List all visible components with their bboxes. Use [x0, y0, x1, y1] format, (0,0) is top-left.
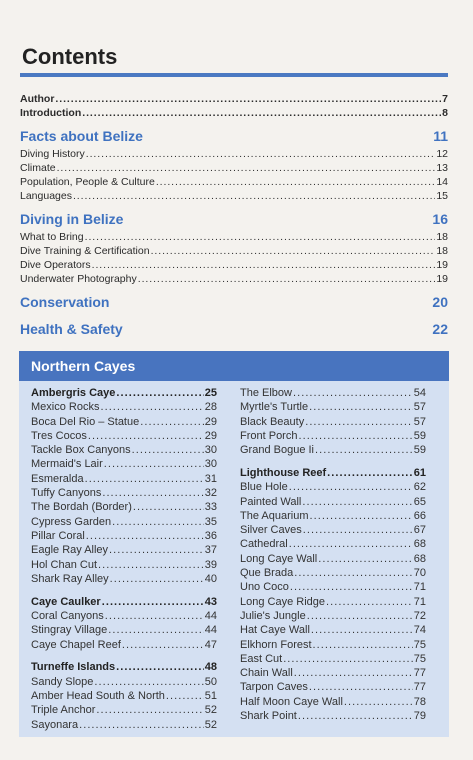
- dive-site-entry[interactable]: [31, 559, 217, 573]
- entry-label: Boca Del Rio – Statue: [31, 415, 140, 428]
- dive-site-entry[interactable]: [31, 501, 217, 515]
- entry-page: 59: [413, 429, 426, 442]
- dive-site-entry[interactable]: [31, 473, 217, 487]
- entry-page: 33: [204, 501, 217, 514]
- leader-dots: [289, 538, 413, 550]
- entry-label: Turneffe Islands: [31, 661, 116, 674]
- leader-dots: [283, 653, 413, 665]
- entry-label: Cypress Garden: [31, 515, 112, 528]
- entry-label: Amber Head South & North: [31, 689, 165, 702]
- leader-dots: [122, 639, 204, 651]
- leader-dots: [305, 416, 413, 428]
- entry-label: Half Moon Caye Wall: [240, 695, 343, 708]
- entry-label: The Aquarium: [240, 509, 309, 522]
- page-title: Contents: [22, 44, 118, 69]
- entry-page: 25: [204, 387, 217, 399]
- dive-site-entry[interactable]: [31, 487, 217, 501]
- leader-dots: [313, 639, 413, 651]
- entry-label: Introduction: [20, 107, 82, 119]
- entry-label: The Elbow: [240, 387, 292, 399]
- entry-page: 52: [204, 704, 217, 717]
- entry-page: 79: [413, 710, 426, 723]
- section-facts: [20, 128, 448, 204]
- dive-site-entry[interactable]: [31, 401, 217, 415]
- dive-site-entry[interactable]: [240, 430, 426, 444]
- leader-dots: [94, 676, 203, 688]
- toc-entry[interactable]: Dive Operators . . . 19: [20, 259, 448, 273]
- leader-dots: [133, 501, 204, 513]
- leader-dots: [98, 559, 204, 571]
- entry-label: Eagle Ray Alley: [31, 544, 109, 557]
- leader-dots: [110, 573, 204, 585]
- leader-dots: [318, 553, 413, 565]
- leader-dots: [309, 401, 413, 413]
- entry-label: Caye Caulker: [31, 595, 101, 608]
- entry-label: Tackle Box Canyons: [31, 444, 131, 457]
- leader-dots: [326, 596, 413, 608]
- leader-dots: [116, 387, 203, 399]
- entry-label: Sayonara: [31, 718, 79, 731]
- dive-site-entry[interactable]: [240, 496, 426, 510]
- section-heading[interactable]: Health & Safety 22: [20, 321, 448, 337]
- entry-label: Mermaid's Lair: [31, 458, 103, 471]
- left-column: [31, 387, 217, 733]
- leader-dots: [116, 661, 204, 673]
- dive-site-entry[interactable]: [31, 704, 217, 718]
- leader-dots: [79, 719, 204, 731]
- entry-page: 39: [204, 558, 217, 571]
- entry-page: 36: [204, 529, 217, 542]
- toc-entry-introduction[interactable]: [20, 107, 448, 121]
- entry-page: 61: [413, 466, 426, 479]
- dive-site-entry[interactable]: [240, 510, 426, 524]
- leader-dots: [105, 610, 204, 622]
- spacer: [31, 653, 217, 662]
- dive-site-entry[interactable]: [31, 690, 217, 704]
- section-conservation: [20, 294, 448, 314]
- dive-site-entry[interactable]: [240, 596, 426, 610]
- dive-site-entry[interactable]: [31, 444, 217, 458]
- region-box: [19, 351, 449, 737]
- entry-label: Hat Caye Wall: [240, 624, 310, 637]
- leader-dots: [315, 444, 413, 456]
- entry-label: Cathedral: [240, 538, 288, 551]
- entry-label: Tuffy Canyons: [31, 487, 102, 500]
- leader-dots: [166, 690, 204, 702]
- region-title: Northern Cayes: [19, 351, 449, 381]
- entry-label: Ambergris Caye: [31, 387, 116, 399]
- entry-label: Julie's Jungle: [240, 609, 306, 622]
- entry-label: The Bordah (Border): [31, 501, 132, 514]
- entry-label: Triple Anchor: [31, 704, 96, 717]
- section-heading[interactable]: Facts about Belize 11: [20, 128, 448, 144]
- dive-site-entry[interactable]: [31, 719, 217, 733]
- entry-label: Grand Bogue Ii: [240, 444, 314, 457]
- dive-site-entry[interactable]: [31, 416, 217, 430]
- entry-page: 31: [204, 472, 217, 485]
- dive-site-entry[interactable]: [31, 530, 217, 544]
- right-column: [240, 387, 426, 724]
- entry-label: Tres Cocos: [31, 429, 87, 442]
- entry-label: Author: [20, 93, 55, 105]
- spacer: [240, 458, 426, 467]
- entry-label: Uno Coco: [240, 581, 289, 594]
- entry-label: Long Caye Ridge: [240, 595, 326, 608]
- dive-site-entry[interactable]: [240, 401, 426, 415]
- dive-site-entry[interactable]: [31, 573, 217, 587]
- entry-label: Painted Wall: [240, 495, 302, 508]
- entry-label: Tarpon Caves: [240, 681, 308, 694]
- leader-dots: [85, 473, 204, 485]
- entry-page: 71: [413, 595, 426, 608]
- entry-page: 48: [204, 661, 217, 674]
- entry-label: Stingray Village: [31, 624, 108, 637]
- leader-dots: [327, 467, 413, 479]
- leader-dots: [298, 430, 412, 442]
- dive-site-entry[interactable]: [240, 696, 426, 710]
- leader-dots: [109, 544, 204, 556]
- dive-site-entry[interactable]: [31, 610, 217, 624]
- entry-page: 29: [204, 429, 217, 442]
- area-heading[interactable]: [31, 661, 217, 675]
- entry-page: 40: [204, 572, 217, 585]
- dive-site-entry[interactable]: [31, 516, 217, 530]
- dive-site-entry[interactable]: [31, 458, 217, 472]
- entry-page: 72: [413, 609, 426, 622]
- entry-page: 8: [442, 107, 448, 119]
- dive-site-entry[interactable]: [240, 610, 426, 624]
- leader-dots: [309, 681, 413, 693]
- entry-page: 78: [413, 695, 426, 708]
- entry-page: 32: [204, 487, 217, 500]
- leader-dots: [102, 487, 203, 499]
- entry-page: 30: [204, 458, 217, 471]
- leader-dots: [309, 510, 412, 522]
- leader-dots: [102, 596, 204, 608]
- leader-dots: [298, 710, 413, 722]
- dive-site-entry[interactable]: [31, 544, 217, 558]
- entry-label: East Cut: [240, 652, 283, 665]
- dive-site-entry[interactable]: [31, 639, 217, 653]
- leader-dots: [294, 567, 413, 579]
- dive-site-entry[interactable]: [240, 681, 426, 695]
- leader-dots: [344, 696, 413, 708]
- leader-dots: [293, 387, 413, 399]
- entry-page: 75: [413, 638, 426, 651]
- leader-dots: [140, 416, 204, 428]
- entry-page: 43: [204, 595, 217, 608]
- entry-label: Caye Chapel Reef: [31, 638, 121, 651]
- leader-dots: [86, 530, 204, 542]
- entry-label: Front Porch: [240, 429, 298, 442]
- entry-page: 50: [204, 675, 217, 688]
- entry-page: 54: [413, 387, 426, 399]
- entry-label: Pillar Coral: [31, 529, 85, 542]
- dive-site-entry[interactable]: [240, 481, 426, 495]
- spacer: [31, 587, 217, 596]
- entry-label: Que Brada: [240, 567, 294, 580]
- leader-dots: [311, 624, 413, 636]
- section-heading[interactable]: Diving in Belize 16: [20, 211, 448, 227]
- entry-page: 66: [413, 509, 426, 522]
- dive-site-entry[interactable]: [31, 430, 217, 444]
- entry-page: 77: [413, 667, 426, 680]
- entry-page: 29: [204, 415, 217, 428]
- entry-page: 28: [204, 401, 217, 414]
- entry-page: 44: [204, 624, 217, 637]
- entry-page: 67: [413, 524, 426, 537]
- leader-dots: [307, 610, 413, 622]
- entry-page: 77: [413, 681, 426, 694]
- toc-entry[interactable]: Diving History . . . 12: [20, 148, 448, 162]
- entry-label: Long Caye Wall: [240, 552, 318, 565]
- leader-dots: [294, 667, 413, 679]
- entry-label: Hol Chan Cut: [31, 558, 98, 571]
- toc-entry[interactable]: Dive Training & Certification . . . 18: [20, 245, 448, 259]
- entry-label: Lighthouse Reef: [240, 466, 327, 479]
- entry-page: 65: [413, 495, 426, 508]
- entry-page: 71: [413, 581, 426, 594]
- dive-site-entry[interactable]: [240, 581, 426, 595]
- dive-site-entry[interactable]: [240, 524, 426, 538]
- leader-dots: [290, 581, 413, 593]
- title-rule: [20, 73, 448, 77]
- entry-page: 51: [204, 689, 217, 702]
- entry-label: Sandy Slope: [31, 675, 94, 688]
- entry-page: 57: [413, 401, 426, 414]
- entry-label: Myrtle's Turtle: [240, 401, 309, 414]
- dive-site-entry[interactable]: [240, 567, 426, 581]
- dive-site-entry[interactable]: [240, 553, 426, 567]
- leader-dots: [100, 401, 203, 413]
- leader-dots: [132, 444, 204, 456]
- toc-entry[interactable]: Underwater Photography . . . 19: [20, 273, 448, 287]
- dive-site-entry[interactable]: [240, 624, 426, 638]
- leader-dots: [88, 430, 204, 442]
- section-diving: [20, 211, 448, 287]
- front-matter: [20, 93, 448, 121]
- entry-label: Elkhorn Forest: [240, 638, 312, 651]
- entry-label: Chain Wall: [240, 667, 293, 680]
- entry-page: 68: [413, 538, 426, 551]
- dive-site-entry[interactable]: [240, 639, 426, 653]
- dive-site-entry[interactable]: [240, 444, 426, 458]
- entry-label: Blue Hole: [240, 481, 288, 494]
- entry-label: Coral Canyons: [31, 609, 104, 622]
- toc-entry[interactable]: Climate . . . 13: [20, 162, 448, 176]
- toc-entry-author[interactable]: [20, 93, 448, 107]
- toc-entry[interactable]: Population, People & Culture . . . 14: [20, 176, 448, 190]
- dive-site-entry[interactable]: [240, 387, 426, 401]
- toc-entry[interactable]: What to Bring . . . 18: [20, 231, 448, 245]
- entry-page: 37: [204, 544, 217, 557]
- entry-label: Shark Point: [240, 710, 297, 723]
- entry-page: 70: [413, 567, 426, 580]
- leader-dots: [112, 516, 204, 528]
- entry-page: 57: [413, 415, 426, 428]
- entry-label: Mexico Rocks: [31, 401, 100, 414]
- area-heading[interactable]: [240, 467, 426, 481]
- entry-page: 52: [204, 718, 217, 731]
- entry-label: Black Beauty: [240, 415, 305, 428]
- dive-site-entry[interactable]: [31, 676, 217, 690]
- entry-page: 68: [413, 552, 426, 565]
- entry-page: 7: [442, 93, 448, 105]
- entry-page: 30: [204, 444, 217, 457]
- entry-label: Esmeralda: [31, 472, 84, 485]
- area-heading[interactable]: [31, 596, 217, 610]
- area-heading[interactable]: [31, 387, 217, 401]
- dive-site-entry[interactable]: [240, 667, 426, 681]
- section-heading[interactable]: Conservation 20: [20, 294, 448, 310]
- dive-site-entry[interactable]: [240, 416, 426, 430]
- leader-dots: [104, 458, 204, 470]
- entry-label: Silver Caves: [240, 524, 302, 537]
- dive-site-entry[interactable]: [240, 710, 426, 724]
- entry-page: 59: [413, 444, 426, 457]
- dive-site-entry[interactable]: [240, 538, 426, 552]
- leader-dots: [96, 704, 203, 716]
- leader-dots: [108, 624, 204, 636]
- leader-dots: [302, 496, 412, 508]
- entry-label: Shark Ray Alley: [31, 572, 109, 585]
- entry-page: 75: [413, 652, 426, 665]
- entry-page: 62: [413, 481, 426, 494]
- entry-page: 35: [204, 515, 217, 528]
- dive-site-entry[interactable]: [31, 624, 217, 638]
- toc-entry[interactable]: Languages . . . 15: [20, 190, 448, 204]
- dive-site-entry[interactable]: [240, 653, 426, 667]
- entry-page: 74: [413, 624, 426, 637]
- leader-dots: [289, 481, 413, 493]
- section-health-safety: [20, 321, 448, 341]
- entry-page: 44: [204, 609, 217, 622]
- leader-dots: [303, 524, 413, 536]
- entry-page: 47: [204, 638, 217, 651]
